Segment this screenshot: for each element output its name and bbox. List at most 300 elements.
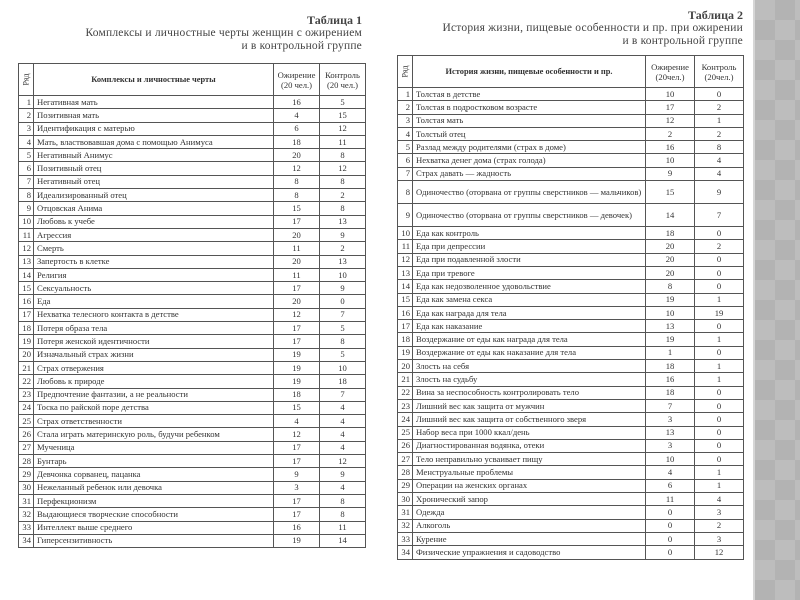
table-row — [19, 348, 366, 361]
table1-title-line1: Комплексы и личностные черты женщин с ожирением — [85, 27, 362, 39]
control-value: 9 — [320, 468, 366, 481]
control-value: 0 — [695, 266, 744, 279]
obese-value: 10 — [646, 453, 695, 466]
table-row — [398, 293, 744, 306]
row-label: Девчонка сорванец, пацанка — [34, 468, 274, 481]
control-value: 0 — [695, 453, 744, 466]
row-label: Толстая в подростковом возрасте — [413, 101, 646, 114]
obese-value: 17 — [274, 282, 320, 295]
table-row — [398, 101, 744, 114]
obese-value: 15 — [646, 181, 695, 204]
row-number: 27 — [19, 441, 34, 454]
table-row — [398, 181, 744, 204]
control-value: 0 — [695, 280, 744, 293]
row-number: 17 — [398, 320, 413, 333]
table-row — [19, 109, 366, 122]
table-row — [19, 401, 366, 414]
row-label: Толстая мать — [413, 114, 646, 127]
table-row — [398, 506, 744, 519]
control-value: 13 — [320, 255, 366, 268]
control-value: 2 — [695, 101, 744, 114]
control-value: 4 — [320, 428, 366, 441]
obese-value: 20 — [646, 253, 695, 266]
obese-value: 10 — [646, 154, 695, 167]
row-number: 20 — [19, 348, 34, 361]
table-row — [398, 333, 744, 346]
control-value: 0 — [695, 320, 744, 333]
obese-value: 17 — [274, 335, 320, 348]
obese-value: 14 — [646, 204, 695, 227]
control-value: 7 — [320, 388, 366, 401]
row-number: 15 — [398, 293, 413, 306]
row-label: Еда как недозволенное удовольствие — [413, 280, 646, 293]
table-row — [398, 320, 744, 333]
row-number: 3 — [19, 122, 34, 135]
control-value: 2 — [320, 242, 366, 255]
control-value: 10 — [320, 361, 366, 374]
control-value: 8 — [695, 141, 744, 154]
obese-value: 18 — [646, 227, 695, 240]
control-value: 3 — [695, 506, 744, 519]
row-label: Набор веса при 1000 ккал/день — [413, 426, 646, 439]
table-row — [398, 519, 744, 532]
control-value: 1 — [695, 114, 744, 127]
obese-value: 11 — [274, 268, 320, 281]
table-row — [19, 135, 366, 148]
obese-value: 17 — [274, 455, 320, 468]
control-value: 5 — [320, 322, 366, 335]
table-row — [398, 280, 744, 293]
obese-value: 0 — [646, 532, 695, 545]
table-row — [19, 322, 366, 335]
table-row — [398, 227, 744, 240]
row-label: Потеря образа тела — [34, 322, 274, 335]
row-number: 19 — [398, 346, 413, 359]
obese-value: 19 — [646, 293, 695, 306]
table-row — [398, 253, 744, 266]
obese-value: 8 — [274, 189, 320, 202]
row-label: Лишний вес как защита от мужчин — [413, 399, 646, 412]
table-row — [19, 189, 366, 202]
row-label: Хронический запор — [413, 493, 646, 506]
obese-value: 2 — [646, 127, 695, 140]
control-value: 2 — [695, 240, 744, 253]
table-row — [19, 481, 366, 494]
obese-value: 19 — [646, 333, 695, 346]
control-value: 1 — [695, 466, 744, 479]
obese-value: 12 — [274, 308, 320, 321]
obese-value: 8 — [646, 280, 695, 293]
row-number: 21 — [19, 361, 34, 374]
row-label: Смерть — [34, 242, 274, 255]
row-label: Воздержание от еды как наказание для тела — [413, 346, 646, 359]
control-value: 1 — [695, 373, 744, 386]
control-value: 11 — [320, 135, 366, 148]
obese-value: 16 — [274, 521, 320, 534]
row-label: Страх ответственности — [34, 415, 274, 428]
obese-value: 19 — [274, 534, 320, 547]
control-value: 13 — [320, 215, 366, 228]
control-value: 4 — [695, 167, 744, 180]
obese-value: 20 — [274, 255, 320, 268]
table2-caption — [400, 8, 743, 48]
table2-header-rownum: Ряд — [398, 56, 413, 88]
obese-value: 4 — [646, 466, 695, 479]
row-number: 33 — [398, 532, 413, 545]
row-number: 33 — [19, 521, 34, 534]
row-number: 28 — [398, 466, 413, 479]
control-value: 0 — [695, 88, 744, 101]
row-label: Бунтарь — [34, 455, 274, 468]
row-number: 16 — [398, 306, 413, 319]
table1-title-line2: и в контрольной группе — [241, 40, 362, 52]
obese-value: 20 — [274, 295, 320, 308]
row-number: 14 — [398, 280, 413, 293]
obese-value: 18 — [274, 135, 320, 148]
row-label: Позитивная мать — [34, 109, 274, 122]
row-label: Выдающиеся творческие способности — [34, 508, 274, 521]
row-number: 6 — [19, 162, 34, 175]
row-number: 2 — [398, 101, 413, 114]
table-row — [19, 441, 366, 454]
row-number: 10 — [19, 215, 34, 228]
row-label: Идеализированный отец — [34, 189, 274, 202]
obese-value: 19 — [274, 348, 320, 361]
control-value: 0 — [695, 227, 744, 240]
table-row — [19, 428, 366, 441]
row-number: 32 — [398, 519, 413, 532]
table-row — [398, 453, 744, 466]
obese-value: 18 — [274, 388, 320, 401]
row-number: 27 — [398, 453, 413, 466]
control-value: 0 — [320, 295, 366, 308]
row-label: Позитивный отец — [34, 162, 274, 175]
control-value: 8 — [320, 175, 366, 188]
table-row — [19, 508, 366, 521]
row-label: Религия — [34, 268, 274, 281]
obese-value: 19 — [274, 361, 320, 374]
control-value: 11 — [320, 521, 366, 534]
row-label: Предпочтение фантазии, а не реальности — [34, 388, 274, 401]
row-number: 30 — [19, 481, 34, 494]
obese-value: 17 — [274, 494, 320, 507]
row-label: Интеллект выше среднего — [34, 521, 274, 534]
control-value: 0 — [695, 413, 744, 426]
decorative-side-pattern — [753, 0, 800, 600]
row-label: Толстый отец — [413, 127, 646, 140]
table2-title-line2: и в контрольной группе — [622, 35, 743, 47]
row-number: 25 — [19, 415, 34, 428]
row-label: Одежда — [413, 506, 646, 519]
row-number: 23 — [19, 388, 34, 401]
row-number: 12 — [398, 253, 413, 266]
obese-value: 12 — [274, 162, 320, 175]
row-number: 4 — [398, 127, 413, 140]
table-row — [19, 96, 366, 109]
table-row — [19, 215, 366, 228]
control-value: 8 — [320, 494, 366, 507]
row-label: Тело неправильно усваивает пищу — [413, 453, 646, 466]
table-row — [19, 415, 366, 428]
obese-value: 6 — [646, 479, 695, 492]
row-number: 15 — [19, 282, 34, 295]
row-number: 2 — [19, 109, 34, 122]
row-label: Мать, властвовавшая дома с помощью Анимуса — [34, 135, 274, 148]
obese-value: 12 — [646, 114, 695, 127]
table-row — [398, 493, 744, 506]
table-row — [19, 534, 366, 547]
row-label: Изначальный страх жизни — [34, 348, 274, 361]
obese-value: 10 — [646, 306, 695, 319]
table-row — [398, 240, 744, 253]
obese-value: 3 — [646, 439, 695, 452]
table-row — [19, 295, 366, 308]
row-number: 24 — [19, 401, 34, 414]
row-number: 29 — [398, 479, 413, 492]
table-row — [19, 335, 366, 348]
row-label: Физические упражнения и садоводство — [413, 546, 646, 559]
table-row — [398, 266, 744, 279]
row-number: 26 — [398, 439, 413, 452]
table-row — [398, 399, 744, 412]
row-number: 13 — [398, 266, 413, 279]
row-number: 14 — [19, 268, 34, 281]
table1-header-rownum: Ряд — [19, 64, 34, 96]
obese-value: 16 — [646, 373, 695, 386]
row-number: 34 — [398, 546, 413, 559]
table1 — [18, 63, 366, 548]
control-value: 4 — [695, 154, 744, 167]
row-number: 23 — [398, 399, 413, 412]
row-number: 32 — [19, 508, 34, 521]
obese-value: 18 — [646, 360, 695, 373]
obese-value: 3 — [274, 481, 320, 494]
control-value: 1 — [695, 293, 744, 306]
row-number: 20 — [398, 360, 413, 373]
row-label: Потеря женской идентичности — [34, 335, 274, 348]
table-row — [398, 546, 744, 559]
control-value: 8 — [320, 149, 366, 162]
row-label: Воздержание от еды как награда для тела — [413, 333, 646, 346]
obese-value: 7 — [646, 399, 695, 412]
row-number: 13 — [19, 255, 34, 268]
table-row — [398, 127, 744, 140]
row-number: 28 — [19, 455, 34, 468]
row-label: Запертость в клетке — [34, 255, 274, 268]
obese-value: 10 — [646, 88, 695, 101]
row-number: 8 — [19, 189, 34, 202]
table-row — [19, 202, 366, 215]
table-row — [398, 88, 744, 101]
obese-value: 16 — [646, 141, 695, 154]
control-value: 8 — [320, 335, 366, 348]
row-label: Еда как замена секса — [413, 293, 646, 306]
row-label: Диагностированная водянка, отеки — [413, 439, 646, 452]
control-value: 0 — [695, 399, 744, 412]
table-row — [398, 439, 744, 452]
table-row — [19, 175, 366, 188]
row-label: Лишний вес как защита от собственного зверя — [413, 413, 646, 426]
control-value: 9 — [695, 181, 744, 204]
table-row — [398, 154, 744, 167]
obese-value: 20 — [646, 266, 695, 279]
row-label: Еда как награда для тела — [413, 306, 646, 319]
row-label: Еда при подавленной злости — [413, 253, 646, 266]
row-number: 11 — [19, 228, 34, 241]
table-row — [19, 375, 366, 388]
row-number: 18 — [398, 333, 413, 346]
row-label: Любовь к учебе — [34, 215, 274, 228]
row-label: Страх отвержения — [34, 361, 274, 374]
row-label: Еда как наказание — [413, 320, 646, 333]
row-number: 11 — [398, 240, 413, 253]
table2-title-line1: История жизни, пищевые особенности и пр. при ожирении — [442, 22, 743, 34]
obese-value: 17 — [646, 101, 695, 114]
table-row — [19, 268, 366, 281]
row-label: Вина за неспособность контролировать тело — [413, 386, 646, 399]
obese-value: 17 — [274, 441, 320, 454]
row-number: 9 — [398, 204, 413, 227]
table-row — [19, 388, 366, 401]
table-row — [398, 306, 744, 319]
obese-value: 12 — [274, 428, 320, 441]
row-label: Толстая в детстве — [413, 88, 646, 101]
row-label: Еда при депрессии — [413, 240, 646, 253]
obese-value: 15 — [274, 401, 320, 414]
row-number: 12 — [19, 242, 34, 255]
obese-value: 17 — [274, 508, 320, 521]
control-value: 0 — [695, 439, 744, 452]
obese-value: 4 — [274, 109, 320, 122]
row-label: Еда как контроль — [413, 227, 646, 240]
row-label: Страх давать — жадность — [413, 167, 646, 180]
row-number: 7 — [19, 175, 34, 188]
table1-caption — [20, 13, 362, 53]
table-row — [19, 149, 366, 162]
row-number: 30 — [398, 493, 413, 506]
table-row — [398, 413, 744, 426]
row-number: 19 — [19, 335, 34, 348]
table2-header-item: История жизни, пищевые особенности и пр. — [413, 56, 646, 88]
control-value: 1 — [695, 479, 744, 492]
control-value: 1 — [695, 360, 744, 373]
control-value: 14 — [320, 534, 366, 547]
row-number: 21 — [398, 373, 413, 386]
obese-value: 18 — [646, 386, 695, 399]
row-label: Любовь к природе — [34, 375, 274, 388]
obese-value: 13 — [646, 426, 695, 439]
obese-value: 20 — [274, 149, 320, 162]
row-number: 18 — [19, 322, 34, 335]
control-value: 2 — [695, 519, 744, 532]
row-number: 34 — [19, 534, 34, 547]
row-number: 26 — [19, 428, 34, 441]
row-number: 5 — [398, 141, 413, 154]
table-row — [398, 346, 744, 359]
row-label: Идентификация с матерью — [34, 122, 274, 135]
row-label: Нехватка денег дома (страх голода) — [413, 154, 646, 167]
row-number: 1 — [398, 88, 413, 101]
control-value: 4 — [320, 415, 366, 428]
obese-value: 0 — [646, 519, 695, 532]
control-value: 2 — [695, 127, 744, 140]
obese-value: 17 — [274, 215, 320, 228]
row-label: Агрессия — [34, 228, 274, 241]
row-number: 6 — [398, 154, 413, 167]
table-row — [19, 521, 366, 534]
control-value: 5 — [320, 348, 366, 361]
row-label: Злость на судьбу — [413, 373, 646, 386]
row-label: Нежеланный ребенок или девочка — [34, 481, 274, 494]
obese-value: 20 — [274, 228, 320, 241]
row-number: 16 — [19, 295, 34, 308]
table-row — [398, 426, 744, 439]
row-number: 31 — [398, 506, 413, 519]
row-number: 9 — [19, 202, 34, 215]
control-value: 4 — [695, 493, 744, 506]
control-value: 5 — [320, 96, 366, 109]
obese-value: 8 — [274, 175, 320, 188]
control-value: 9 — [320, 282, 366, 295]
table-row — [398, 204, 744, 227]
row-number: 1 — [19, 96, 34, 109]
obese-value: 0 — [646, 546, 695, 559]
control-value: 1 — [695, 333, 744, 346]
control-value: 0 — [695, 253, 744, 266]
table1-header-obese: Ожирение (20 чел.) — [274, 64, 320, 96]
row-number: 3 — [398, 114, 413, 127]
table-row — [19, 468, 366, 481]
control-value: 7 — [695, 204, 744, 227]
table-row — [19, 162, 366, 175]
row-label: Стала играть материнскую роль, будучи ребенком — [34, 428, 274, 441]
row-label: Еда при тревоге — [413, 266, 646, 279]
control-value: 8 — [320, 202, 366, 215]
table-row — [19, 242, 366, 255]
row-label: Гиперсензитивность — [34, 534, 274, 547]
obese-value: 9 — [646, 167, 695, 180]
control-value: 4 — [320, 401, 366, 414]
obese-value: 3 — [646, 413, 695, 426]
obese-value: 20 — [646, 240, 695, 253]
table-row — [398, 360, 744, 373]
row-number: 4 — [19, 135, 34, 148]
table-row — [398, 373, 744, 386]
row-label: Негативный отец — [34, 175, 274, 188]
control-value: 2 — [320, 189, 366, 202]
row-label: Еда — [34, 295, 274, 308]
obese-value: 9 — [274, 468, 320, 481]
row-label: Негативная мать — [34, 96, 274, 109]
obese-value: 11 — [646, 493, 695, 506]
row-label: Перфекционизм — [34, 494, 274, 507]
row-label: Злость на себя — [413, 360, 646, 373]
row-label: Тоска по райской поре детства — [34, 401, 274, 414]
table-row — [398, 386, 744, 399]
table2-number: Таблица 2 — [688, 8, 743, 22]
row-label: Менструальные проблемы — [413, 466, 646, 479]
obese-value: 15 — [274, 202, 320, 215]
control-value: 0 — [695, 386, 744, 399]
row-label: Отцовская Анима — [34, 202, 274, 215]
row-label: Негативный Анимус — [34, 149, 274, 162]
row-label: Сексуальность — [34, 282, 274, 295]
obese-value: 13 — [646, 320, 695, 333]
row-number: 7 — [398, 167, 413, 180]
control-value: 12 — [320, 122, 366, 135]
row-number: 29 — [19, 468, 34, 481]
row-label: Алкоголь — [413, 519, 646, 532]
